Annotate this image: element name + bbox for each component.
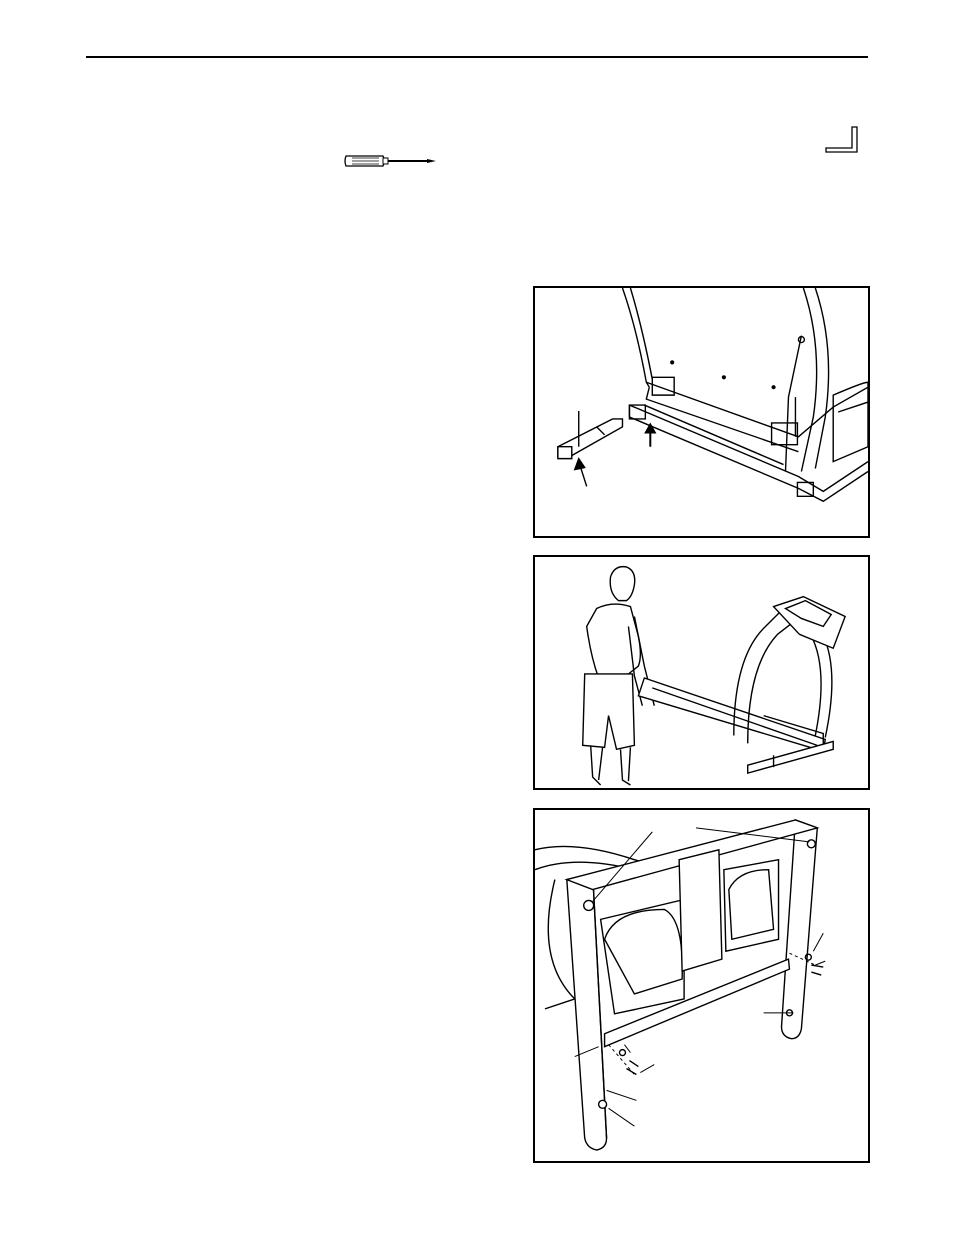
figure-lowering-treadmill <box>533 555 870 790</box>
hex-key-icon <box>822 124 862 156</box>
figure-base-extension <box>533 286 870 538</box>
header-rule <box>86 56 868 58</box>
figure-upright-hardware <box>533 808 870 1163</box>
phillips-screwdriver-icon <box>343 150 438 172</box>
